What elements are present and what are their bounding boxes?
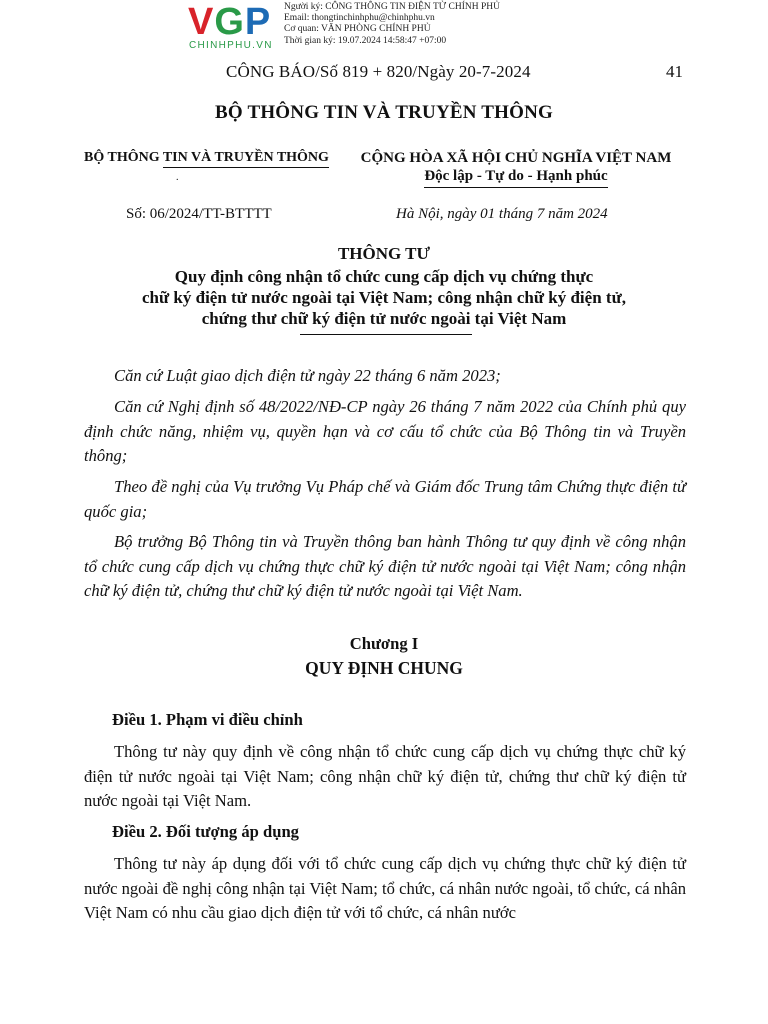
document-type: THÔNG TƯ [337, 244, 431, 263]
ministry-title: BỘ THÔNG TIN VÀ TRUYỀN THÔNG [214, 102, 553, 123]
article-body: Thông tư này quy định về công nhận tổ chức cung cấp dịch vụ chứng thực chữ ký điện tử nước ngoài tại Việt Nam; công nhận chữ ký điện tử, chứng thư chữ ký điện tử nước ngoài tại Việt Nam. [84, 742, 686, 811]
gazette-header: CÔNG BÁO/Số 819 + 820/Ngày 20-7-2024 [226, 62, 531, 81]
preamble-paragraph: Theo đề nghị của Vụ trưởng Vụ Pháp chế và Giám đốc Trung tâm Chứng thực điện tử quốc gia; [84, 477, 686, 521]
article-heading: Điều 2. Đối tượng áp dụng [112, 822, 299, 841]
subject-line: Quy định công nhận tổ chức cung cấp dịch vụ chứng thực [174, 267, 594, 286]
signature-signer: Người ký: CÔNG THÔNG TIN ĐIỆN TỬ CHÍNH PHỦ [284, 2, 500, 12]
issuing-org-underlined: TIN VÀ TRUYỀN THÔNG [163, 150, 329, 168]
preamble-paragraph: Bộ trưởng Bộ Thông tin và Truyền thông ban hành Thông tư quy định về công nhận tổ chức cung cấp dịch vụ chứng thực chữ ký điện tử nước ngoài tại Việt Nam; công nhận chữ ký điện tử, chứng thư chữ ký điện tử nước ngoài tại Việt Nam. [84, 532, 686, 601]
chapter-title: QUY ĐỊNH CHUNG [305, 658, 463, 678]
national-motto [346, 168, 686, 185]
document-number: Số: 06/2024/TT-BTTTT [126, 206, 272, 222]
signature-email: Email: thongtinchinhphu@chinhphu.vn [284, 13, 435, 24]
vgp-logo-letters [188, 2, 271, 42]
document-subject [0, 266, 768, 329]
national-name: CỘNG HÒA XÃ HỘI CHỦ NGHĨA VIỆT NAM [360, 150, 672, 166]
national-motto-text: Độc lập - Tự do - Hạnh phúc [424, 168, 607, 188]
document-date: Hà Nội, ngày 01 tháng 7 năm 2024 [396, 206, 608, 222]
digital-signature-block [284, 2, 500, 47]
article-heading: Điều 1. Phạm vi điều chỉnh [112, 710, 303, 729]
issuing-organization [84, 150, 329, 166]
page-number: 41 [666, 62, 683, 81]
subject-line: chữ ký điện tử nước ngoài tại Việt Nam; công nhận chữ ký điện tử, [141, 288, 627, 307]
subject-line: chứng thư chữ ký điện tử nước ngoài tại Việt Nam [201, 309, 567, 328]
logo-letter-v: V [188, 1, 215, 43]
logo-letter-g: G [214, 1, 245, 43]
signature-time: Thời gian ký: 19.07.2024 14:58:47 +07:00 [284, 35, 447, 46]
signature-agency: Cơ quan: VĂN PHÒNG CHÍNH PHỦ [284, 24, 431, 35]
chapter-number: Chương I [349, 634, 419, 653]
preamble-paragraph: Căn cứ Nghị định số 48/2022/NĐ-CP ngày 26 tháng 7 năm 2022 của Chính phủ quy định chức năng, nhiệm vụ, quyền hạn và cơ cấu tổ chức của Bộ Thông tin và Truyền thông; [84, 397, 686, 466]
preamble-paragraph: Căn cứ Luật giao dịch điện tử ngày 22 tháng 6 năm 2023; [114, 366, 501, 385]
article-body: Thông tư này áp dụng đối với tổ chức cung cấp dịch vụ chứng thực chữ ký điện tử nước ngoài đề nghị công nhận tại Việt Nam; tổ chức, cá nhân nước ngoài, tổ chức, cá nhân Việt Nam có nhu cầu giao dịch điện tử với tổ chức, cá nhân nước [84, 854, 686, 923]
logo-subtitle: CHINHPHU.VN [189, 40, 273, 51]
logo-letter-p: P [244, 1, 272, 43]
vgp-logo [188, 2, 288, 54]
subject-underline-divider [300, 334, 472, 335]
issuing-org-prefix: BỘ THÔNG [84, 150, 163, 165]
issuing-org-dot: . [176, 172, 179, 183]
